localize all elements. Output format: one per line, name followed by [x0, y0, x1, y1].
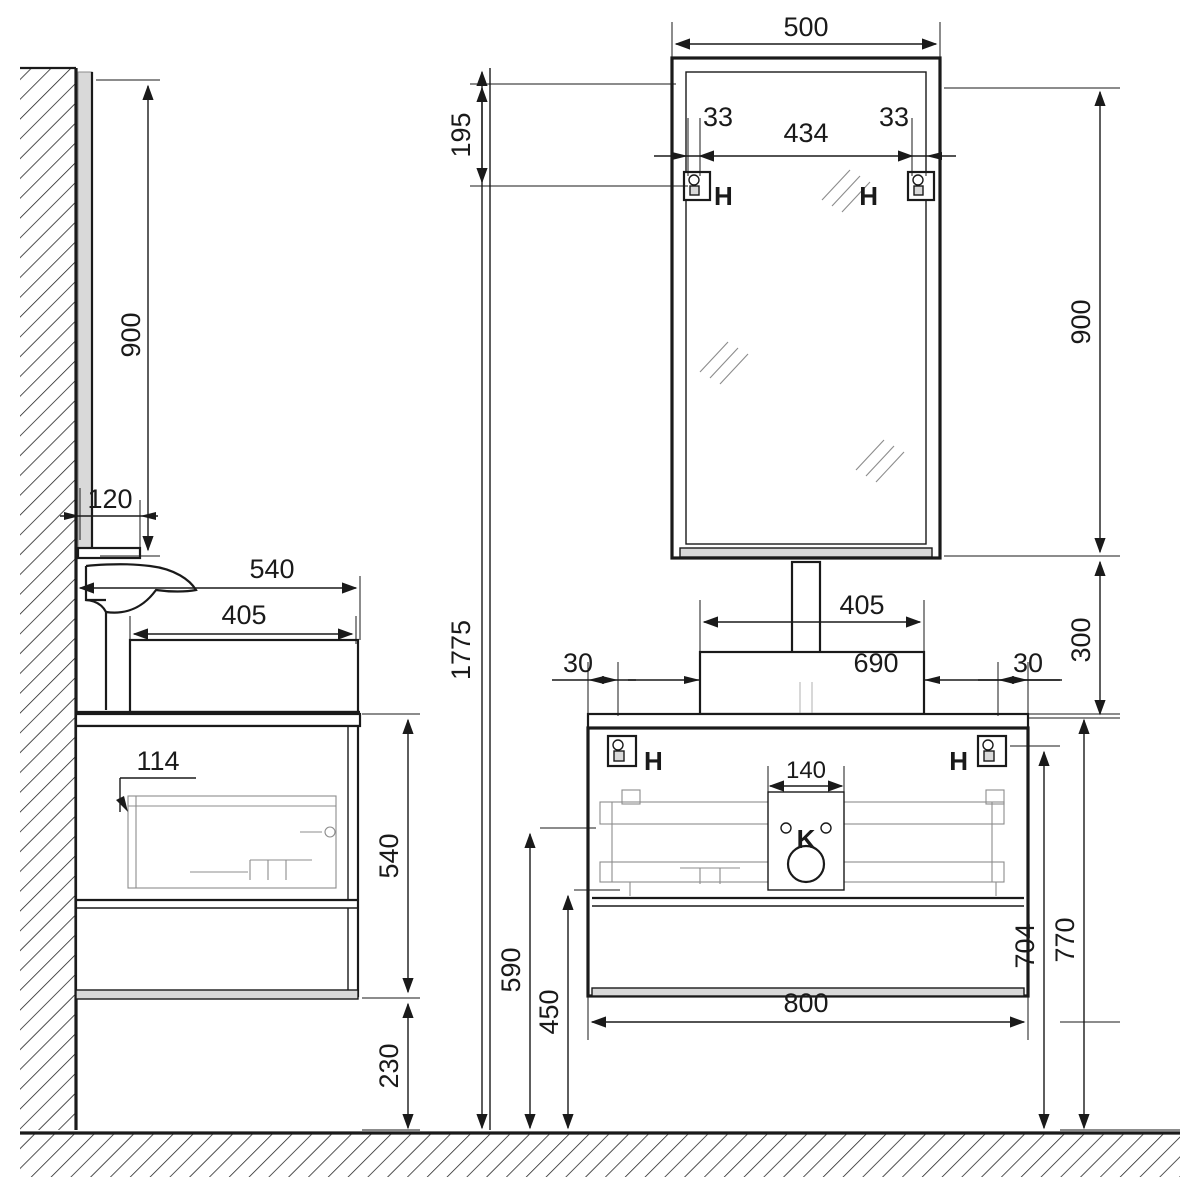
dim-label-434: 434 — [783, 118, 829, 148]
dim-label-33-left: 33 — [702, 102, 734, 132]
right-extension-lines — [1060, 88, 1180, 1130]
side-view-assembly — [76, 72, 360, 999]
dim-label-450: 450 — [534, 989, 564, 1035]
hanger-label-cabinet-left: H — [644, 746, 663, 776]
dim-label-230: 230 — [374, 1043, 404, 1089]
dim-label-120: 120 — [87, 484, 133, 514]
dim-label-33-right: 33 — [878, 102, 910, 132]
dim-30-right — [978, 648, 1062, 716]
hanger-label-mirror-left: H — [714, 181, 733, 211]
dim-label-30-right: 30 — [1012, 648, 1044, 678]
dim-label-405-depth-side: 405 — [221, 600, 267, 630]
dim-300 — [1028, 562, 1120, 718]
dim-label-500: 500 — [783, 12, 829, 42]
dim-label-30-left: 30 — [562, 648, 594, 678]
drain-label: K — [796, 824, 816, 854]
dim-label-1775: 1775 — [446, 619, 476, 681]
dim-230 — [362, 1004, 420, 1130]
dim-label-300: 300 — [1066, 617, 1096, 663]
dim-540-height — [362, 714, 420, 998]
dim-label-195: 195 — [446, 112, 476, 158]
hanger-label-cabinet-right: H — [949, 746, 968, 776]
hanger-label-mirror-right: H — [859, 181, 878, 211]
dim-label-900-side: 900 — [116, 312, 146, 358]
dim-label-405-front: 405 — [839, 590, 885, 620]
dim-label-690: 690 — [853, 648, 899, 678]
dim-label-900-front: 900 — [1066, 299, 1096, 345]
dim-label-590: 590 — [496, 947, 526, 993]
floor-hatch — [20, 1133, 1180, 1177]
dim-label-114: 114 — [136, 746, 180, 776]
dim-30-left — [552, 648, 636, 716]
dim-label-800: 800 — [783, 988, 829, 1018]
dim-405-depth-side — [130, 600, 356, 644]
wall-hatch — [20, 68, 76, 1130]
dim-label-770: 770 — [1050, 917, 1080, 963]
dim-label-704: 704 — [1010, 923, 1040, 969]
dim-900-front — [944, 88, 1120, 556]
dim-label-540-depth: 540 — [249, 554, 295, 584]
dim-label-540-height: 540 — [374, 833, 404, 879]
dim-770 — [1028, 714, 1120, 1128]
dim-590 — [496, 828, 596, 1128]
dim-540-depth — [76, 554, 360, 640]
dim-label-140: 140 — [785, 757, 827, 784]
drain-detail — [768, 792, 844, 890]
dim-500 — [672, 12, 940, 62]
dim-1775 — [446, 72, 482, 1128]
